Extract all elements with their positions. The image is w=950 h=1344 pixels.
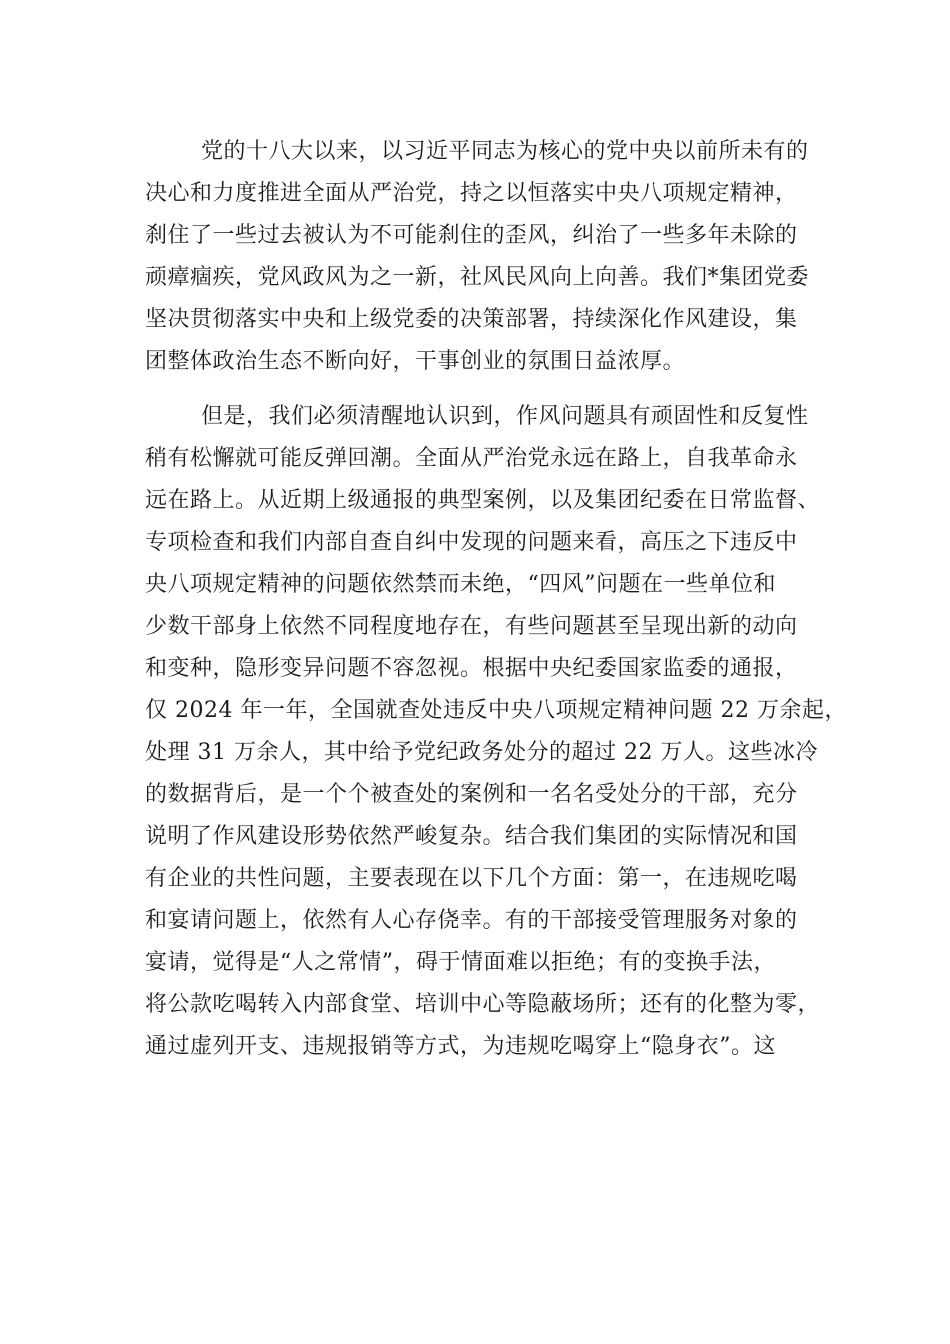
paragraph-1 xyxy=(145,131,835,383)
paragraph-line: 少数干部身上依然不同程度地存在，有些问题甚至呈现出新的动向 xyxy=(145,614,798,639)
paragraph-line: 将公款吃喝转入内部食堂、培训中心等隐蔽场所；还有的化整为零， xyxy=(145,992,821,1017)
paragraph-line: 刹住了一些过去被认为不可能刹住的歪风，纠治了一些多年未除的 xyxy=(145,223,798,248)
paragraph-2 xyxy=(145,396,847,1068)
paragraph-line: 坚决贯彻落实中央和上级党委的决策部署，持续深化作风建设，集 xyxy=(145,307,798,332)
paragraph-line: 和变种，隐形变异问题不容忽视。根据中央纪委国家监委的通报， xyxy=(145,656,798,681)
paragraph-line: 的数据背后，是一个个被查处的案例和一名名受处分的干部，充分 xyxy=(145,782,798,807)
paragraph-line: 远在路上。从近期上级通报的典型案例，以及集团纪委在日常监督、 xyxy=(145,488,821,513)
paragraph-line: 专项检查和我们内部自查自纠中发现的问题来看，高压之下违反中 xyxy=(145,530,798,555)
paragraph-spacer xyxy=(145,383,835,396)
paragraph-line: 党的十八大以来，以习近平同志为核心的党中央以前所未有的 xyxy=(201,139,809,164)
paragraph-line: 决心和力度推进全面从严治党，持之以恒落实中央八项规定精神， xyxy=(145,181,798,206)
paragraph-line: 央八项规定精神的问题依然禁而未绝，“四风”问题在一些单位和 xyxy=(145,572,776,597)
paragraph-line: 有企业的共性问题，主要表现在以下几个方面：第一，在违规吃喝 xyxy=(145,866,798,891)
paragraph-line: 稍有松懈就可能反弹回潮。全面从严治党永远在路上，自我革命永 xyxy=(145,446,798,471)
body-text xyxy=(145,131,847,1068)
paragraph-line: 顽瘴痼疾，党风政风为之一新，社风民风向上向善。我们*集团党委 xyxy=(145,265,810,290)
paragraph-line: 和宴请问题上，依然有人心存侥幸。有的干部接受管理服务对象的 xyxy=(145,908,798,933)
paragraph-line: 通过虚列开支、违规报销等方式，为违规吃喝穿上“隐身衣”。这 xyxy=(145,1034,776,1059)
paragraph-line: 但是，我们必须清醒地认识到，作风问题具有顽固性和反复性 xyxy=(201,404,809,429)
paragraph-line: 仅 2024 年一年，全国就查处违反中央八项规定精神问题 22 万余起， xyxy=(145,698,847,723)
paragraph-line: 宴请，觉得是“人之常情”，碍于情面难以拒绝；有的变换手法， xyxy=(145,950,776,975)
paragraph-line: 团整体政治生态不断向好，干事创业的氛围日益浓厚。 xyxy=(145,349,686,374)
paragraph-line: 说明了作风建设形势依然严峻复杂。结合我们集团的实际情况和国 xyxy=(145,824,798,849)
paragraph-line: 处理 31 万余人，其中给予党纪政务处分的超过 22 万人。这些冰冷 xyxy=(145,740,818,765)
